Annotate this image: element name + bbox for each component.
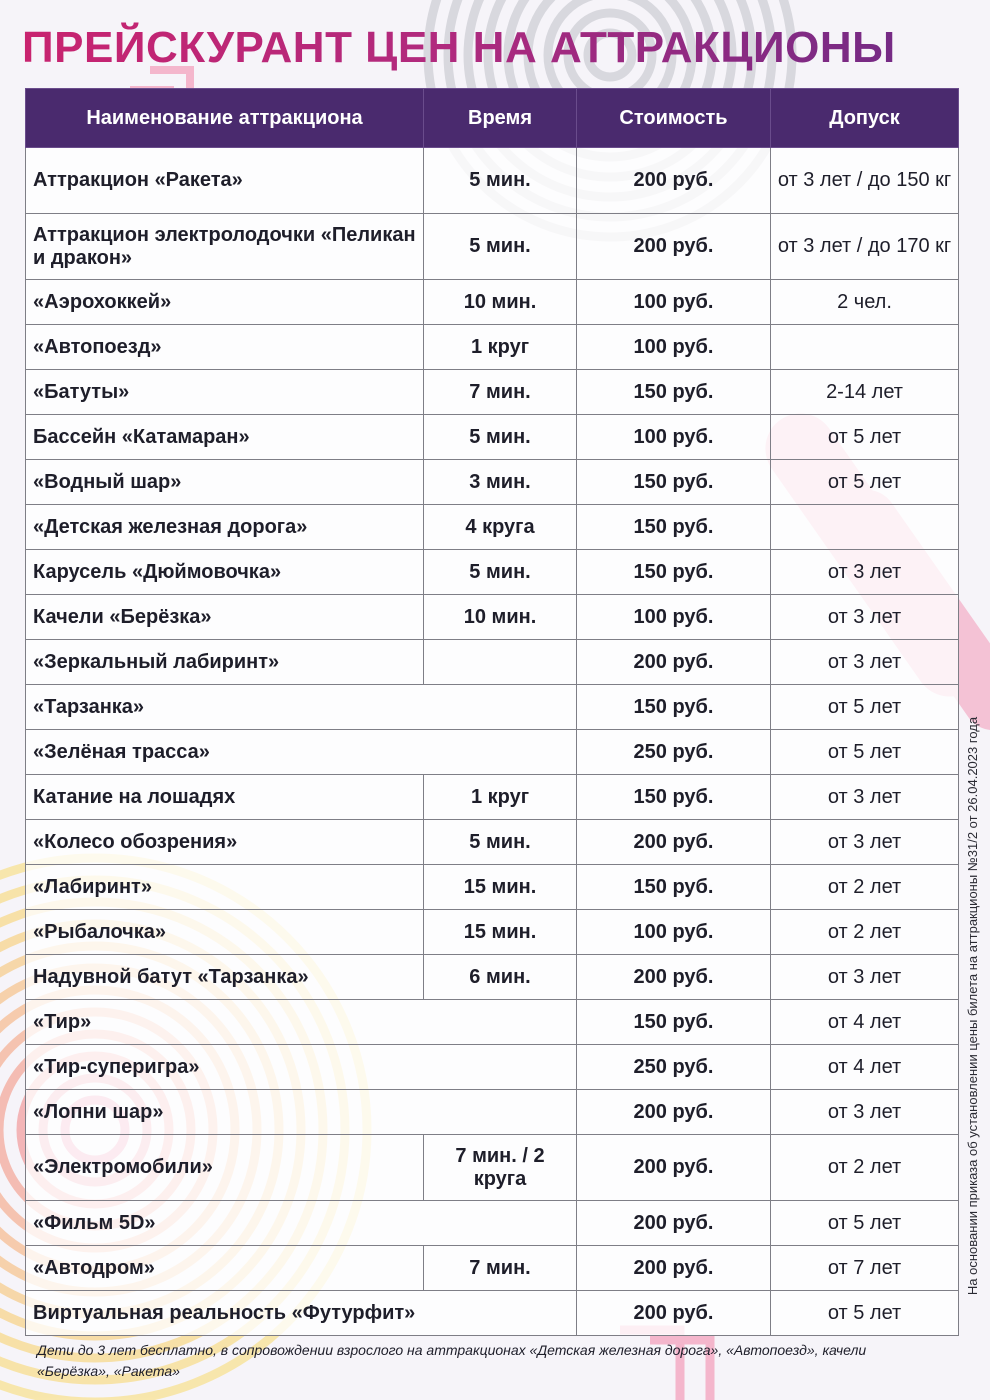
header-admission: Допуск [771, 89, 959, 148]
attraction-name: «Аэрохоккей» [26, 280, 424, 325]
ride-time: 5 мин. [424, 550, 577, 595]
table-row [26, 730, 959, 775]
admission-rule: от 5 лет [771, 1201, 959, 1246]
attraction-name: «Зеркальный лабиринт» [26, 640, 424, 685]
ride-price: 200 руб. [577, 640, 771, 685]
admission-rule: от 7 лет [771, 1246, 959, 1291]
table-row [26, 910, 959, 955]
table-row [26, 148, 959, 214]
ride-price: 200 руб. [577, 1291, 771, 1336]
admission-rule: от 3 лет [771, 640, 959, 685]
admission-rule: от 5 лет [771, 415, 959, 460]
header-name: Наименование аттракциона [26, 89, 424, 148]
admission-rule: от 4 лет [771, 1000, 959, 1045]
ride-time: 6 мин. [424, 955, 577, 1000]
ride-time: 4 круга [424, 505, 577, 550]
header-price: Стоимость [577, 89, 771, 148]
attraction-name: «Детская железная дорога» [26, 505, 424, 550]
table-row [26, 595, 959, 640]
page-title: ПРЕЙСКУРАНТ ЦЕН НА АТТРАКЦИОНЫ [22, 20, 967, 76]
table-row [26, 505, 959, 550]
ride-price: 200 руб. [577, 820, 771, 865]
attraction-name: Надувной батут «Тарзанка» [26, 955, 424, 1000]
header-time: Время [424, 89, 577, 148]
admission-rule: от 3 лет / до 150 кг [771, 148, 959, 214]
attraction-name: Качели «Берёзка» [26, 595, 424, 640]
table-row [26, 1135, 959, 1201]
attraction-name: Бассейн «Катамаран» [26, 415, 424, 460]
admission-rule: от 3 лет / до 170 кг [771, 214, 959, 280]
ride-price: 150 руб. [577, 775, 771, 820]
ride-price: 150 руб. [577, 865, 771, 910]
admission-rule [771, 505, 959, 550]
ride-price: 150 руб. [577, 685, 771, 730]
ride-price: 150 руб. [577, 460, 771, 505]
admission-rule: 2 чел. [771, 280, 959, 325]
attraction-name: «Тир-суперигра» [26, 1045, 577, 1090]
ride-price: 200 руб. [577, 1090, 771, 1135]
attraction-name: «Фильм 5D» [26, 1201, 577, 1246]
ride-price: 250 руб. [577, 730, 771, 775]
table-row [26, 1201, 959, 1246]
attraction-name: «Тир» [26, 1000, 577, 1045]
attraction-name: «Водный шар» [26, 460, 424, 505]
table-row [26, 370, 959, 415]
table-row [26, 820, 959, 865]
ride-time: 10 мин. [424, 595, 577, 640]
attraction-name: «Тарзанка» [26, 685, 577, 730]
order-reference-note: На основании приказа об установлении цены билета на аттракционы №31/2 от 26.04.2023 года [965, 716, 980, 1296]
admission-rule: от 3 лет [771, 1090, 959, 1135]
admission-rule: от 5 лет [771, 685, 959, 730]
ride-price: 150 руб. [577, 1000, 771, 1045]
table-row [26, 955, 959, 1000]
table-row [26, 865, 959, 910]
ride-price: 100 руб. [577, 910, 771, 955]
ride-price: 250 руб. [577, 1045, 771, 1090]
admission-rule: 2-14 лет [771, 370, 959, 415]
attraction-name: «Лабиринт» [26, 865, 424, 910]
table-row [26, 1246, 959, 1291]
table-row [26, 1291, 959, 1336]
ride-price: 100 руб. [577, 325, 771, 370]
ride-price: 200 руб. [577, 214, 771, 280]
ride-price: 100 руб. [577, 595, 771, 640]
admission-rule: от 3 лет [771, 955, 959, 1000]
table-row [26, 685, 959, 730]
ride-price: 150 руб. [577, 505, 771, 550]
ride-price: 100 руб. [577, 415, 771, 460]
ride-price: 150 руб. [577, 370, 771, 415]
table-row [26, 280, 959, 325]
table-row [26, 325, 959, 370]
attraction-name: «Электромобили» [26, 1135, 424, 1201]
admission-rule: от 3 лет [771, 550, 959, 595]
attraction-name: Виртуальная реальность «Футурфит» [26, 1291, 577, 1336]
admission-rule [771, 325, 959, 370]
table-header-row [26, 89, 959, 148]
ride-time: 15 мин. [424, 865, 577, 910]
ride-time: 5 мин. [424, 214, 577, 280]
admission-rule: от 2 лет [771, 910, 959, 955]
attraction-name: «Автопоезд» [26, 325, 424, 370]
price-table [25, 88, 959, 1336]
admission-rule: от 3 лет [771, 775, 959, 820]
table-row [26, 460, 959, 505]
ride-time: 5 мин. [424, 415, 577, 460]
table-row [26, 550, 959, 595]
ride-time: 5 мин. [424, 820, 577, 865]
admission-rule: от 3 лет [771, 820, 959, 865]
ride-time: 10 мин. [424, 280, 577, 325]
table-row [26, 640, 959, 685]
ride-price: 100 руб. [577, 280, 771, 325]
ride-time: 1 круг [424, 775, 577, 820]
table-row [26, 1045, 959, 1090]
ride-price: 200 руб. [577, 1201, 771, 1246]
attraction-name: Карусель «Дюймовочка» [26, 550, 424, 595]
table-row [26, 214, 959, 280]
attraction-name: «Батуты» [26, 370, 424, 415]
ride-time: 7 мин. [424, 370, 577, 415]
attraction-name: «Зелёная трасса» [26, 730, 577, 775]
ride-time: 7 мин. / 2 круга [424, 1135, 577, 1201]
admission-rule: от 5 лет [771, 730, 959, 775]
ride-price: 200 руб. [577, 1246, 771, 1291]
ride-price: 200 руб. [577, 148, 771, 214]
admission-rule: от 3 лет [771, 595, 959, 640]
ride-time: 1 круг [424, 325, 577, 370]
ride-price: 200 руб. [577, 955, 771, 1000]
attraction-name: «Рыбалочка» [26, 910, 424, 955]
ride-price: 200 руб. [577, 1135, 771, 1201]
attraction-name: Катание на лошадях [26, 775, 424, 820]
table-row [26, 1090, 959, 1135]
ride-time: 15 мин. [424, 910, 577, 955]
footnote: Дети до 3 лет бесплатно, в сопровождении взрослого на аттракционах «Детская железная дорога», «Автопоезд», качели «Берёзка», «Ракета» [37, 1342, 867, 1379]
attraction-name: «Автодром» [26, 1246, 424, 1291]
table-row [26, 415, 959, 460]
attraction-name: «Лопни шар» [26, 1090, 577, 1135]
ride-time: 3 мин. [424, 460, 577, 505]
admission-rule: от 2 лет [771, 865, 959, 910]
ride-time [424, 640, 577, 685]
ride-time: 7 мин. [424, 1246, 577, 1291]
ride-time: 5 мин. [424, 148, 577, 214]
admission-rule: от 4 лет [771, 1045, 959, 1090]
table-row [26, 775, 959, 820]
admission-rule: от 2 лет [771, 1135, 959, 1201]
admission-rule: от 5 лет [771, 1291, 959, 1336]
attraction-name: Аттракцион «Ракета» [26, 148, 424, 214]
attraction-name: «Колесо обозрения» [26, 820, 424, 865]
ride-price: 150 руб. [577, 550, 771, 595]
admission-rule: от 5 лет [771, 460, 959, 505]
attraction-name: Аттракцион электролодочки «Пеликан и дракон» [26, 214, 424, 280]
table-row [26, 1000, 959, 1045]
